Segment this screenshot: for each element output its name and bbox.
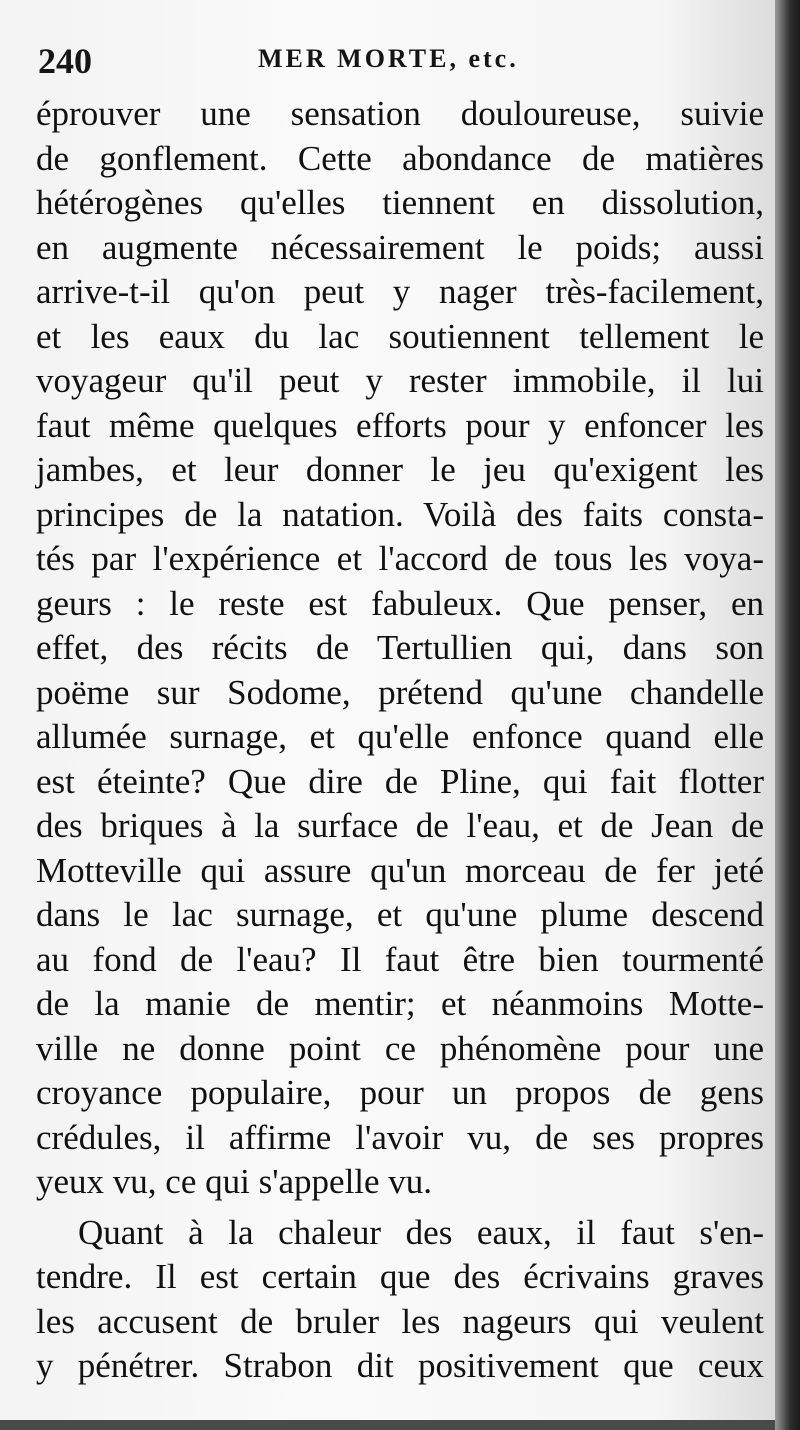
text-line: de gonflement. Cette abondance de matières bbox=[36, 138, 764, 178]
text-line: tés par l'expérience et l'accord de tous les voya- bbox=[36, 539, 764, 578]
text-line: voyageur qu'il peut y rester immobile, il lui bbox=[36, 361, 764, 400]
text-line: en augmente nécessairement le poids; aussi bbox=[36, 227, 764, 267]
running-title: MER MORTE, etc. bbox=[258, 44, 519, 73]
text-line: y pénétrer. Strabon dit positivement que ceux bbox=[36, 1346, 764, 1385]
text-line: geurs : le reste est fabuleux. Que penser, en bbox=[36, 583, 764, 623]
text-line: jambes, et leur donner le jeu qu'exigent les bbox=[36, 450, 764, 489]
text-line: Motteville qui assure qu'un morceau de fer jeté bbox=[36, 850, 764, 890]
text-line: arrive-t-il qu'on peut y nager très-facilement, bbox=[36, 272, 764, 311]
running-head bbox=[38, 40, 738, 90]
text-line: effet, des récits de Tertullien qui, dans son bbox=[36, 628, 764, 667]
text-line: faut même quelques efforts pour y enfoncer les bbox=[36, 405, 764, 445]
text-line: éprouver une sensation douloureuse, suivie bbox=[36, 94, 764, 133]
text-line: dans le lac surnage, et qu'une plume descend bbox=[36, 895, 764, 934]
text-line: Quant à la chaleur des eaux, il faut s'en- bbox=[78, 1212, 764, 1252]
paragraph-2 bbox=[36, 1211, 764, 1389]
text-line: allumée surnage, et qu'elle enfonce quand elle bbox=[36, 717, 764, 756]
text-line: les accusent de bruler les nageurs qui veulent bbox=[36, 1301, 764, 1341]
page-edge-shadow bbox=[775, 0, 800, 1430]
text-line: ville ne donne point ce phénomène pour une bbox=[36, 1028, 764, 1068]
text-line: crédules, il affirme l'avoir vu, de ses propres bbox=[36, 1117, 764, 1157]
text-line: de la manie de mentir; et néanmoins Motte- bbox=[36, 984, 764, 1023]
text-line: est éteinte? Que dire de Pline, qui fait flotter bbox=[36, 761, 764, 801]
text-line: yeux vu, ce qui s'appelle vu. bbox=[36, 1162, 433, 1201]
text-line: poëme sur Sodome, prétend qu'une chandelle bbox=[36, 672, 764, 712]
text-line: au fond de l'eau? Il faut être bien tourmenté bbox=[36, 939, 764, 979]
text-line: tendre. Il est certain que des écrivains graves bbox=[36, 1257, 764, 1296]
text-line: principes de la natation. Voilà des faits consta- bbox=[36, 494, 764, 534]
text-line: croyance populaire, pour un propos de gens bbox=[36, 1073, 764, 1112]
text-line: hétérogènes qu'elles tiennent en dissolution, bbox=[36, 183, 764, 222]
text-line: des briques à la surface de l'eau, et de Jean de bbox=[36, 806, 764, 845]
text-line: et les eaux du lac soutiennent tellement le bbox=[36, 316, 764, 356]
page-number: 240 bbox=[38, 41, 92, 81]
body-text bbox=[36, 92, 764, 1389]
paragraph-1 bbox=[36, 92, 764, 1205]
